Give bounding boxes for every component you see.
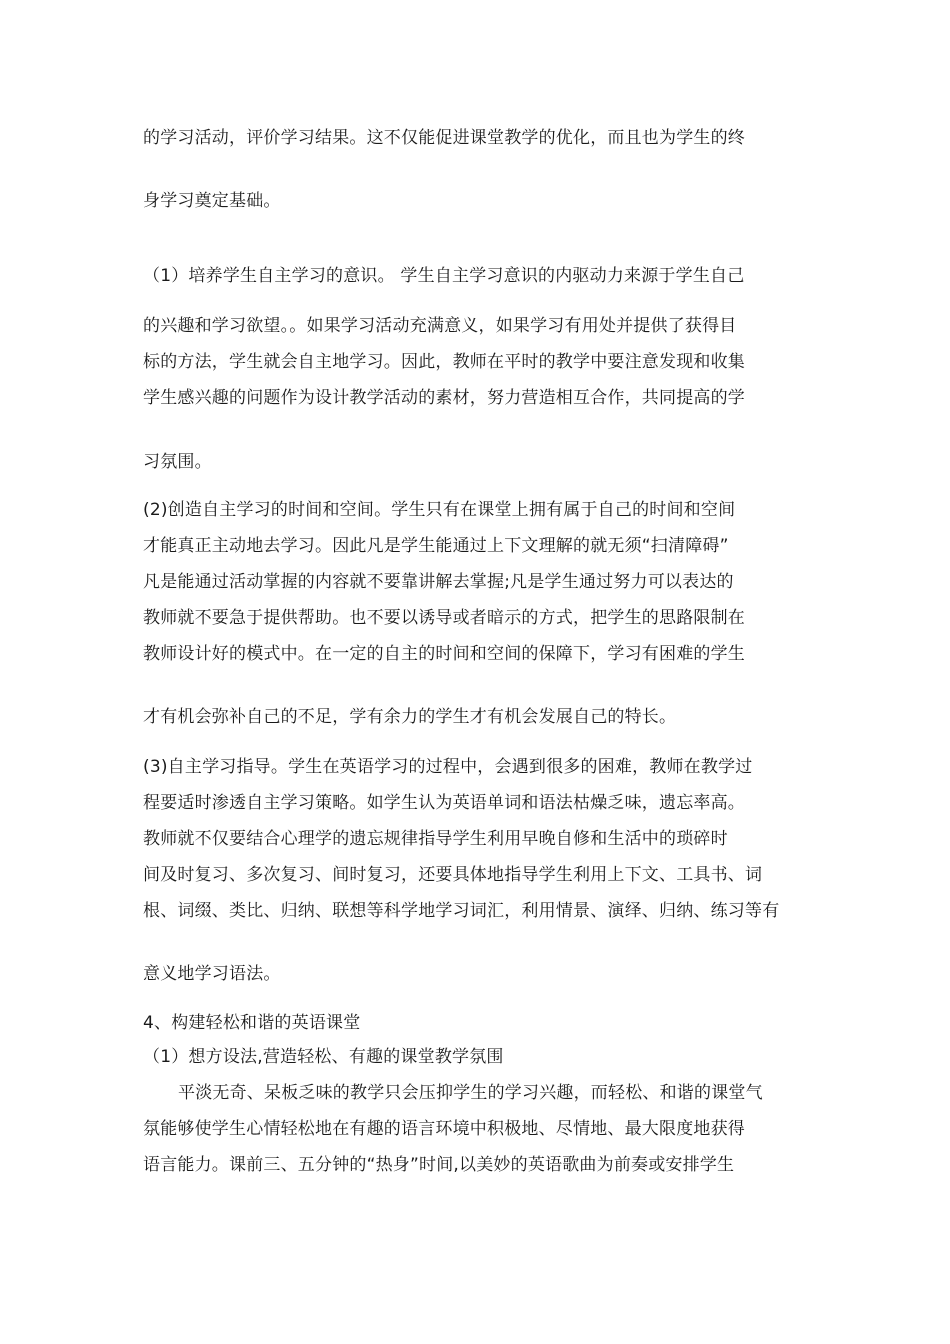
subsection-heading-line: (3)自主学习指导。学生在英语学习的过程中，会遇到很多的困难，教师在教学过 [143, 757, 753, 777]
paragraph-line: 教师就不仅要结合心理学的遗忘规律指导学生利用早晚自修和生活中的琐碎时 [143, 829, 728, 849]
paragraph-line: 的学习活动，评价学习结果。这不仅能促进课堂教学的优化，而且也为学生的终 [143, 128, 745, 148]
subsection-heading-line: （1）培养学生自主学习的意识。 学生自主学习意识的内驱动力来源于学生自己 [143, 266, 745, 286]
section-heading: 4、构建轻松和谐的英语课堂 [143, 1013, 361, 1033]
paragraph-line: 根、词缀、类比、归纳、联想等科学地学习词汇，利用情景、演绎、归纳、练习等有 [143, 901, 780, 921]
paragraph-line: 间及时复习、多次复习、间时复习，还要具体地指导学生利用上下文、工具书、词 [143, 865, 763, 885]
paragraph-line: 学生感兴趣的问题作为设计教学活动的素材，努力营造相互合作，共同提高的学 [143, 388, 745, 408]
paragraph-line: 意义地学习语法。 [143, 964, 281, 984]
paragraph-line: 凡是能通过活动掌握的内容就不要靠讲解去掌握;凡是学生通过努力可以表达的 [143, 572, 734, 592]
paragraph-line: 平淡无奇、呆板乏味的教学只会压抑学生的学习兴趣，而轻松、和谐的课堂气 [178, 1083, 763, 1103]
paragraph-line: 才有机会弥补自己的不足，学有余力的学生才有机会发展自己的特长。 [143, 707, 677, 727]
paragraph-line: 程要适时渗透自主学习策略。如学生认为英语单词和语法枯燥乏味，遗忘率高。 [143, 793, 745, 813]
paragraph-line: 氛能够使学生心情轻松地在有趣的语言环境中积极地、尽情地、最大限度地获得 [143, 1119, 745, 1139]
paragraph-line: 才能真正主动地去学习。因此凡是学生能通过上下文理解的就无须“扫清障碍” [143, 536, 729, 556]
subsection-heading: （1）想方设法,营造轻松、有趣的课堂教学氛围 [143, 1047, 504, 1067]
paragraph-line: 标的方法，学生就会自主地学习。因此，教师在平时的教学中要注意发现和收集 [143, 352, 745, 372]
paragraph-line: 的兴趣和学习欲望。。如果学习活动充满意义，如果学习有用处并提供了获得目 [143, 316, 737, 336]
paragraph-line: 教师就不要急于提供帮助。也不要以诱导或者暗示的方式，把学生的思路限制在 [143, 608, 745, 628]
paragraph-line: 教师设计好的模式中。在一定的自主的时间和空间的保障下，学习有困难的学生 [143, 644, 745, 664]
paragraph-line: 习氛围。 [143, 452, 212, 472]
subsection-heading-line: (2)创造自主学习的时间和空间。学生只有在课堂上拥有属于自己的时间和空间 [143, 500, 736, 520]
paragraph-line: 语言能力。课前三、五分钟的“热身”时间,以美妙的英语歌曲为前奏或安排学生 [143, 1155, 735, 1175]
paragraph-line: 身学习奠定基础。 [143, 191, 281, 211]
